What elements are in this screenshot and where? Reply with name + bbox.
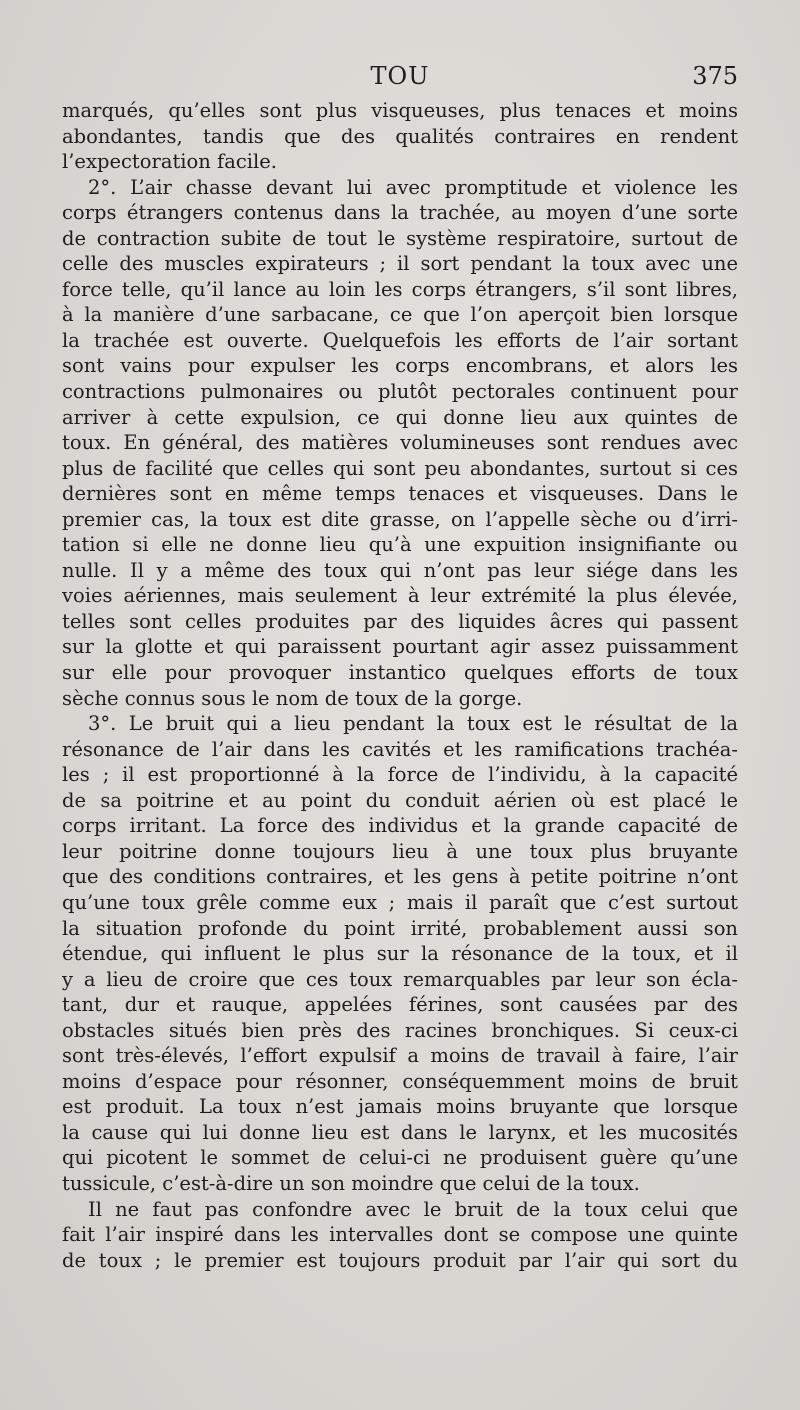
text-line: force telle, qu’il lance au loin les corps étrangers, s’il sont libres, (62, 277, 738, 301)
text-line: la cause qui lui donne lieu est dans le larynx, et les mucosités (62, 1120, 738, 1144)
text-line: leur poitrine donne toujours lieu à une toux plus bruyante (62, 839, 738, 863)
text-line: toux. En général, des matières volumineuses sont rendues avec (62, 431, 738, 455)
text-line: la trachée est ouverte. Quelquefois les efforts de l’air sortant (62, 328, 738, 352)
text-line: arriver à cette expulsion, ce qui donne lieu aux quintes de (62, 405, 738, 429)
running-head: TOU (370, 62, 430, 90)
text-line: l’expectoration facile. (62, 150, 277, 174)
text-line: que des conditions contraires, et les gens à petite poitrine n’ont (62, 865, 738, 889)
text-line: la situation profonde du point irrité, probablement aussi son (62, 916, 738, 940)
text-line: sèche connus sous le nom de toux de la gorge. (62, 686, 523, 710)
text-line: de contraction subite de tout le système respiratoire, surtout de (62, 226, 738, 250)
text-line: y a lieu de croire que ces toux remarquables par leur son écla- (62, 967, 738, 991)
text-line: sur la glotte et qui paraissent pourtant agir assez puissamment (62, 635, 738, 659)
text-line: de toux ; le premier est toujours produit par l’air qui sort du (62, 1248, 738, 1272)
text-line: moins d’espace pour résonner, conséquemment moins de bruit (62, 1069, 738, 1093)
text-line: obstacles situés bien près des racines bronchiques. Si ceux-ci (62, 1018, 738, 1042)
text-line: nulle. Il y a même des toux qui n’ont pas leur siége dans les (62, 558, 738, 582)
text-line: est produit. La toux n’est jamais moins bruyante que lorsque (62, 1095, 738, 1119)
text-line: contractions pulmonaires ou plutôt pectorales continuent pour (62, 380, 738, 404)
text-line: plus de facilité que celles qui sont peu abondantes, surtout si ces (62, 456, 738, 480)
text-line: qu’une toux grêle comme eux ; mais il paraît que c’est surtout (62, 890, 738, 914)
text-line: sont très-élevés, l’effort expulsif a moins de travail à faire, l’air (62, 1044, 738, 1068)
text-line: dernières sont en même temps tenaces et visqueuses. Dans le (62, 482, 738, 506)
text-line: de sa poitrine et au point du conduit aérien où est placé le (62, 788, 738, 812)
text-line: tussicule, c’est-à-dire un son moindre que celui de la toux. (62, 1171, 640, 1195)
text-line: tant, dur et rauque, appelées férines, sont causées par des (62, 993, 738, 1017)
text-line: qui picotent le sommet de celui-ci ne produisent guère qu’une (62, 1146, 738, 1170)
text-line: 2°. L’air chasse devant lui avec promptitude et violence les (88, 175, 738, 199)
text-body (62, 98, 738, 1273)
text-line: résonance de l’air dans les cavités et les ramifications trachéa- (62, 737, 738, 761)
text-line: celle des muscles expirateurs ; il sort pendant la toux avec une (62, 252, 738, 276)
text-line: tation si elle ne donne lieu qu’à une expuition insignifiante ou (62, 533, 738, 557)
text-line: corps étrangers contenus dans la trachée, au moyen d’une sorte (62, 201, 738, 225)
text-line: abondantes, tandis que des qualités contraires en rendent (62, 124, 738, 148)
page-number: 375 (692, 62, 738, 90)
text-line: les ; il est proportionné à la force de l’individu, à la capacité (62, 763, 738, 787)
text-line: voies aériennes, mais seulement à leur extrémité la plus élevée, (62, 584, 738, 608)
text-line: fait l’air inspiré dans les intervalles dont se compose une quinte (62, 1223, 738, 1247)
text-line: marqués, qu’elles sont plus visqueuses, plus tenaces et moins (62, 99, 738, 122)
text-line: sur elle pour provoquer instantico quelques efforts de toux (62, 661, 738, 685)
text-line: à la manière d’une sarbacane, ce que l’on aperçoit bien lorsque (62, 303, 738, 327)
text-line: étendue, qui influent le plus sur la résonance de la toux, et il (62, 942, 738, 966)
text-line: premier cas, la toux est dite grasse, on l’appelle sèche ou d’irri- (62, 507, 738, 531)
text-line: Il ne faut pas confondre avec le bruit de la toux celui que (88, 1197, 738, 1221)
text-line: telles sont celles produites par des liquides âcres qui passent (62, 609, 738, 633)
page-header (62, 62, 738, 94)
text-line: corps irritant. La force des individus et la grande capacité de (62, 814, 738, 838)
text-line: 3°. Le bruit qui a lieu pendant la toux est le résultat de la (88, 712, 738, 736)
text-line: sont vains pour expulser les corps encombrans, et alors les (62, 354, 738, 378)
